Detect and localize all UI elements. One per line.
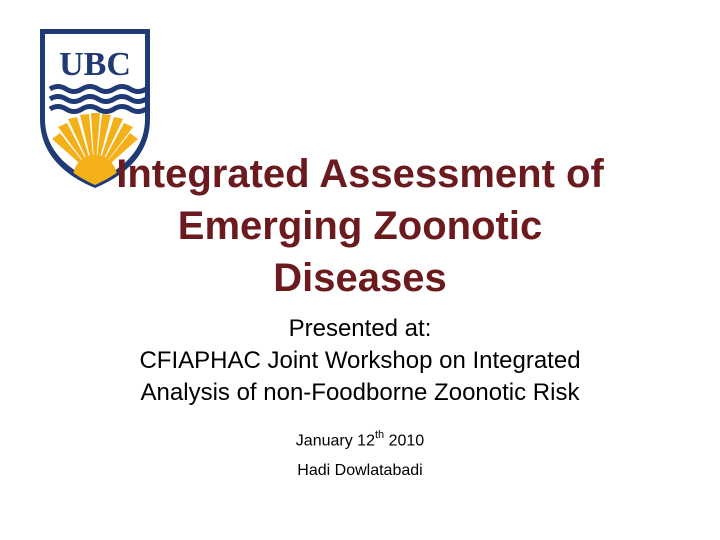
slide-title	[0, 148, 720, 304]
title-line-1: Integrated Assessment of	[116, 152, 604, 196]
date-month-day: January 12	[295, 432, 375, 450]
presented-label: Presented at:	[288, 315, 432, 342]
title-line-3: Diseases	[273, 256, 447, 300]
wave-lines	[50, 87, 146, 112]
presentation-date	[0, 425, 720, 452]
logo-text: UBC	[59, 46, 131, 83]
workshop-line-1: CFIAPHAC Joint Workshop on Integrated	[139, 347, 581, 374]
date-ordinal-suffix: th	[374, 429, 385, 441]
presented-at-block	[0, 313, 720, 409]
date-year: 2010	[384, 432, 425, 450]
workshop-line-2: Analysis of non-Foodborne Zoonotic Risk	[140, 379, 580, 406]
title-line-2: Emerging Zoonotic	[177, 204, 543, 248]
author-name: Hadi Dowlatabadi	[297, 462, 423, 479]
